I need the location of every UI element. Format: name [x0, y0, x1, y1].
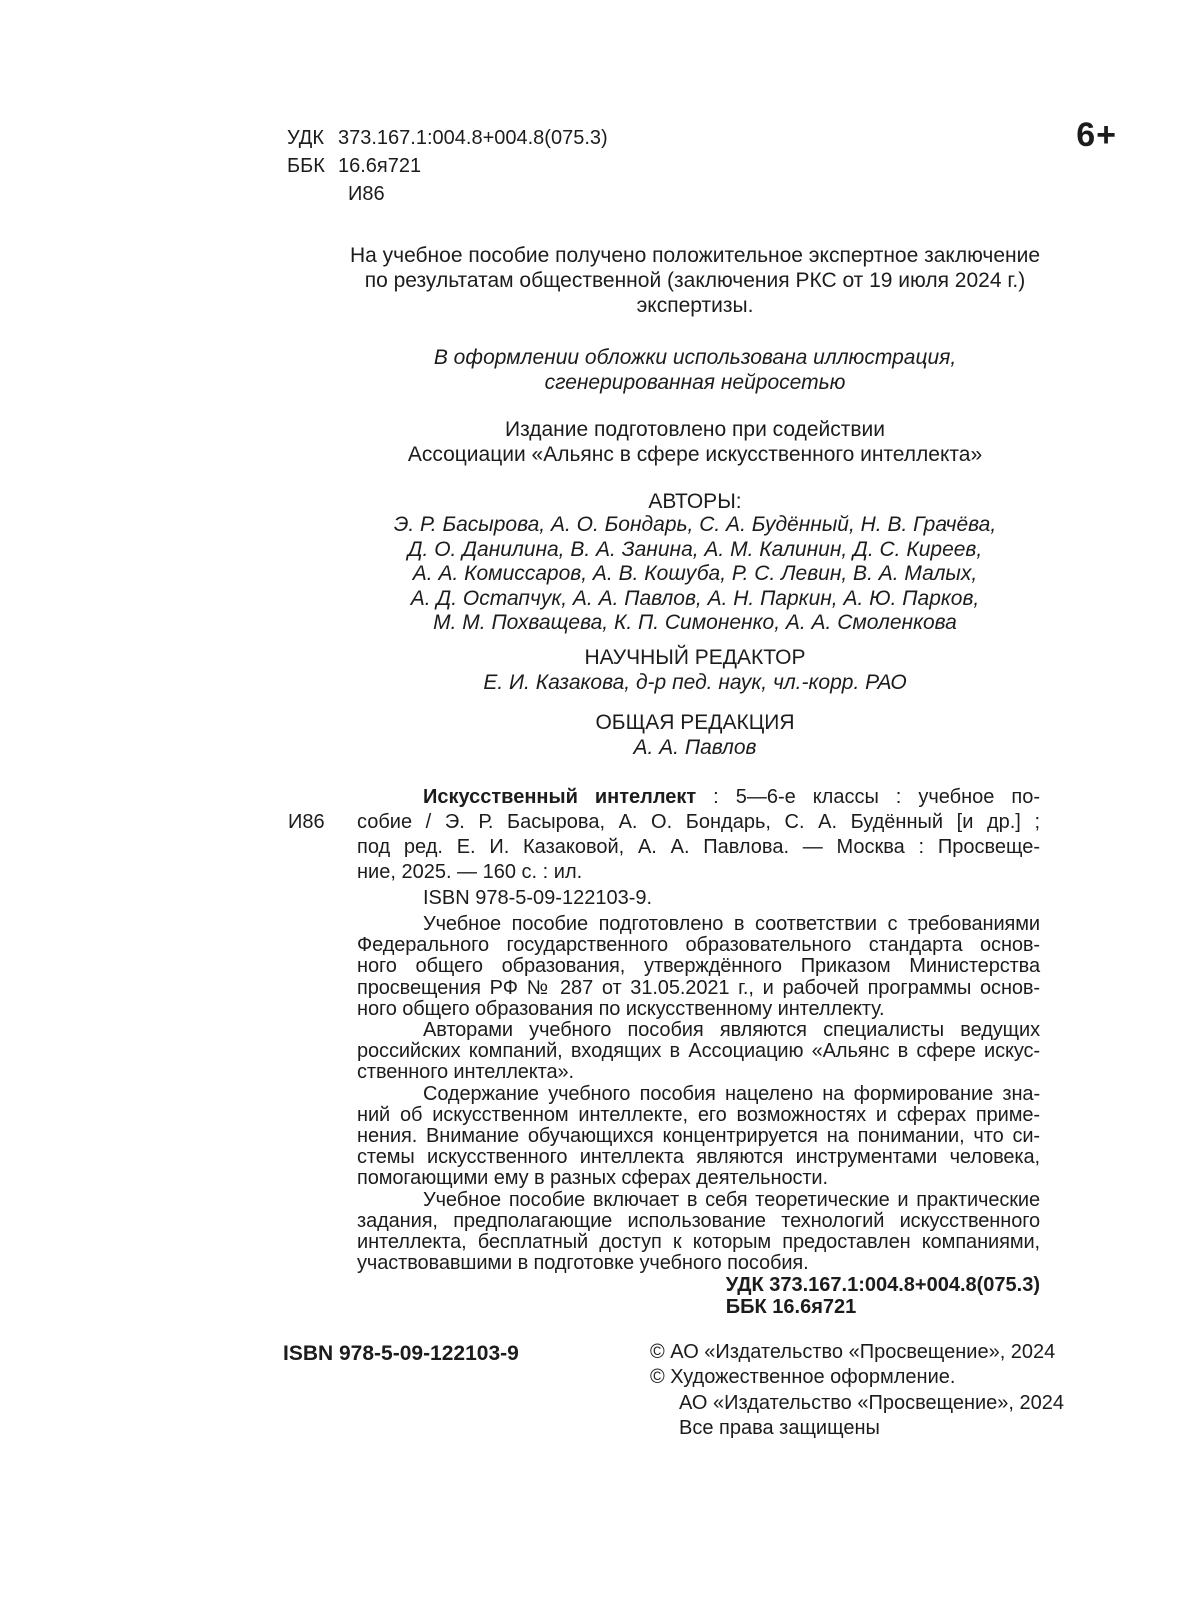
copyright-line: АО «Издательство «Просвещение», 2024 — [679, 1391, 1065, 1414]
annotation-line: Федерального государственного образовательного стандарта основ- — [357, 934, 1040, 957]
bbk-value: 16.6я721 — [338, 155, 422, 177]
catalog-card — [288, 785, 1040, 1275]
annotation-line: нения. Внимание обучающихся концентрируется на понимании, что си- — [357, 1125, 1040, 1148]
cover-illustration-notice: В оформлении обложки использована иллюстрация, сгенерированная нейросетью — [433, 346, 957, 394]
support-notice: Издание подготовлено при содействии Ассоциации «Альянс в сфере искусственного интеллекта» — [407, 418, 983, 466]
isbn-bottom: ISBN 978-5-09-122103-9 — [283, 1342, 519, 1365]
science-editor-heading: НАУЧНЫЙ РЕДАКТОР — [584, 646, 806, 669]
copyright-block — [650, 1340, 1064, 1441]
bbk-bottom: ББК 16.6я721 — [725, 1295, 857, 1318]
annotation-line: стемы искусственного интеллекта являются инструментами человека, — [357, 1146, 1040, 1169]
book-title: Искусственный интеллект — [423, 786, 697, 808]
copyright-line: Все права защищены — [679, 1416, 880, 1439]
copyright-line: © АО «Издательство «Просвещение», 2024 — [650, 1341, 1056, 1363]
catalog-entry-line: ние, 2025. — 160 с. : ил. — [357, 861, 583, 883]
annotation-line: интеллекта, бесплатный доступ к которым предоставлен компаниями, — [357, 1231, 1040, 1254]
authors-heading: АВТОРЫ: — [648, 490, 742, 513]
copyright-line: © Художественное оформление. — [650, 1366, 956, 1389]
catalog-entry-line: собие / Э. Р. Басырова, А. О. Бондарь, С. А. Будённый [и др.] ; — [357, 811, 1040, 833]
annotation-line: Авторами учебного пособия являются специалисты ведущих — [423, 1019, 1040, 1042]
udk-label: УДК — [287, 127, 325, 149]
udk-value: 373.167.1:004.8+004.8(075.3) — [338, 127, 608, 149]
annotation-line: Учебное пособие подготовлено в соответствии с требованиями — [423, 913, 1040, 935]
catalog-entry-line — [357, 785, 1040, 810]
annotation-paragraphs — [357, 914, 1040, 1274]
catalog-entry-line: под ред. Е. И. Казаковой, А. А. Павлова. — Москва : Просвеще- — [357, 836, 1040, 858]
catalog-margin-code: И86 — [288, 811, 325, 833]
annotation-line: Содержание учебного пособия нацелено на формирование зна- — [423, 1082, 1040, 1105]
annotation-line: Учебное пособие включает в себя теоретические и практические — [423, 1188, 1040, 1211]
bbk-label: ББК — [287, 155, 325, 177]
catalog-title-rest: : 5—6-е классы : учебное по- — [696, 786, 1040, 808]
annotation-line: задания, предполагающие использование технологий искусственного — [357, 1209, 1040, 1232]
science-editor-name: Е. И. Казакова, д-р пед. наук, чл.-корр. РАО — [483, 671, 907, 694]
annotation-line: ного общего образования, утверждённого Приказом Министерства — [357, 955, 1040, 978]
index-spacer — [287, 180, 338, 208]
annotation-line: ний об искусственном интеллекте, его возможностях и сферах приме- — [357, 1103, 1040, 1126]
annotation-line: ственного интеллекта». — [357, 1061, 575, 1084]
general-editor-name: А. А. Павлов — [633, 736, 757, 759]
annotation-line: помогающими ему в разных сферах деятельности. — [357, 1167, 828, 1190]
top-classification-codes — [287, 124, 608, 208]
annotation-line: ного общего образования по искусственному интеллекту. — [357, 997, 885, 1020]
annotation-line: российских компаний, входящих в Ассоциацию «Альянс в сфере искус- — [357, 1040, 1040, 1063]
age-rating-badge: 6+ — [1076, 116, 1117, 154]
annotation-line: участвовавшими в подготовке учебного пособия. — [357, 1252, 809, 1275]
book-index-code: И86 — [348, 183, 385, 205]
general-edition-heading: ОБЩАЯ РЕДАКЦИЯ — [595, 711, 795, 734]
annotation-line: просвещения РФ № 287 от 31.05.2021 г., и рабочей программы основ- — [357, 976, 1040, 999]
authors-list: Э. Р. Басырова, А. О. Бондарь, С. А. Будённый, Н. В. Грачёва, Д. О. Данилина, В. А. Занина, А. М. Калинин, Д. С. Киреев, А. А. Комиссаров, А. В. Кошуба, Р. С. Левин, В. А. Малых, А. Д. Остапчук, А. А. Павлов, А. Н. Паркин, А. Ю. Парков, М. М. Похващева, К. П. Симоненко, А. А. Смоленкова — [393, 513, 997, 634]
catalog-isbn-line: ISBN 978-5-09-122103-9. — [423, 887, 653, 909]
expertise-notice: На учебное пособие получено положительное экспертное заключение по результатам общественной (заключения РКС от 19 июля 2024 г.) экспертизы. — [349, 244, 1041, 317]
udk-bottom: УДК 373.167.1:004.8+004.8(075.3) — [725, 1274, 1040, 1296]
bottom-classification-codes — [726, 1275, 1040, 1318]
